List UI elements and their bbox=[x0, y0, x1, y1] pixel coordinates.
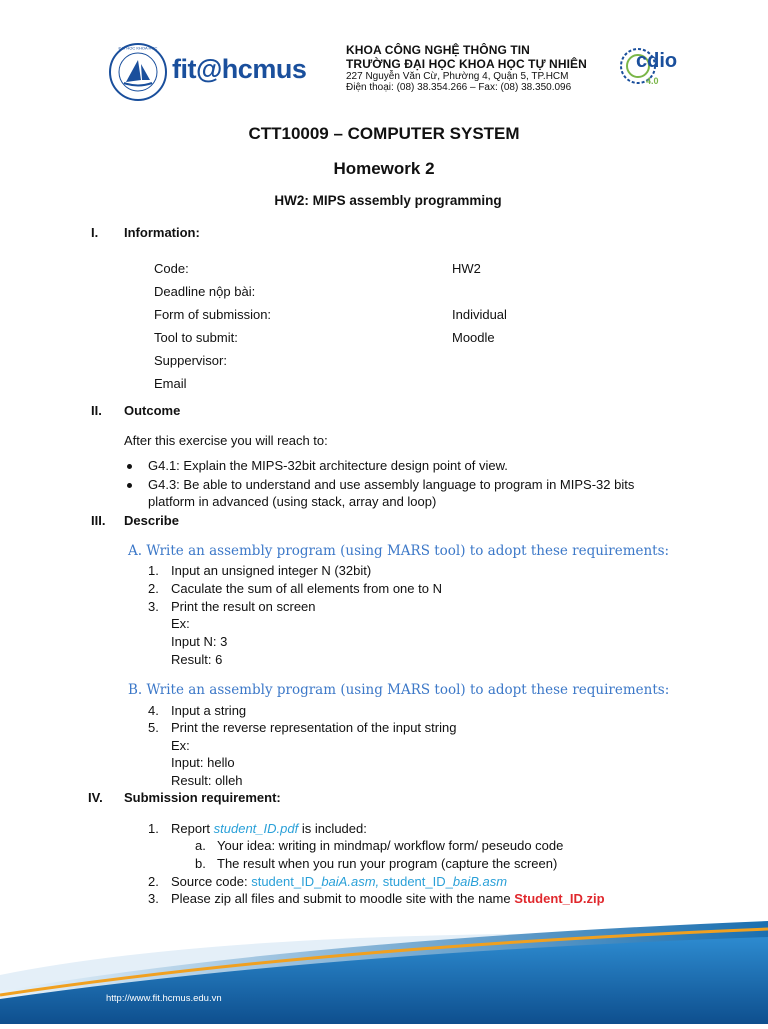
submission-item-1-post: is included: bbox=[298, 821, 367, 836]
submission-item-3 bbox=[171, 891, 605, 906]
submission-num-1: 1. bbox=[148, 821, 159, 836]
info-value-tool: Moodle bbox=[452, 330, 495, 345]
part-a-item-2: Caculate the sum of all elements from one to N bbox=[171, 581, 442, 596]
part-b-heading: B. Write an assembly program (using MARS tool) to adopt these requirements: bbox=[128, 682, 670, 698]
submission-sub-b-letter: b. bbox=[195, 856, 206, 871]
outcome-intro: After this exercise you will reach to: bbox=[124, 433, 328, 448]
footer-wave bbox=[0, 915, 768, 1024]
submission-num-3: 3. bbox=[148, 891, 159, 906]
cdio-version: 4.0 bbox=[646, 76, 659, 86]
part-b-item-5: Print the reverse representation of the input string bbox=[171, 720, 457, 735]
source-b-filename-suffix[interactable]: baiB.asm bbox=[452, 874, 508, 889]
submission-item-1-pre: Report bbox=[171, 821, 214, 836]
address: 227 Nguyễn Văn Cừ, Phường 4, Quận 5, TP.HCM bbox=[346, 71, 569, 82]
course-title: CTT10009 – COMPUTER SYSTEM bbox=[248, 124, 520, 143]
info-label-form: Form of submission: bbox=[154, 307, 272, 322]
submission-sub-a: Your idea: writing in mindmap/ workflow form/ peseudo code bbox=[217, 838, 564, 853]
homework-title: Homework 2 bbox=[333, 159, 435, 178]
submission-sub-b: The result when you run your program (capture the screen) bbox=[217, 856, 558, 871]
part-a-num-1: 1. bbox=[148, 563, 159, 578]
bullet-icon bbox=[127, 483, 132, 488]
part-a-example-input: Input N: 3 bbox=[171, 634, 228, 649]
homework-subtitle: HW2: MIPS assembly programming bbox=[274, 193, 502, 208]
info-label-code: Code: bbox=[154, 261, 189, 276]
info-label-email: Email bbox=[154, 376, 187, 391]
part-b-example-input: Input: hello bbox=[171, 755, 235, 770]
submission-sub-a-letter: a. bbox=[195, 838, 206, 853]
outcome-bullet-2: G4.3: Be able to understand and use assembly language to program in MIPS-32 bits bbox=[148, 477, 635, 492]
svg-text:ĐẠI HỌC KHOA HỌC: ĐẠI HỌC KHOA HỌC bbox=[118, 45, 158, 51]
part-a-item-1: Input an unsigned integer N (32bit) bbox=[171, 563, 372, 578]
submission-item-2-pre: Source code: bbox=[171, 874, 252, 889]
section-1-numeral: I. bbox=[91, 225, 99, 240]
outcome-bullet-1: G4.1: Explain the MIPS-32bit architecture design point of view. bbox=[148, 458, 508, 473]
section-2-heading: Outcome bbox=[124, 403, 181, 418]
source-b-filename-prefix[interactable]: student_ID_ bbox=[379, 874, 453, 889]
source-a-filename-suffix[interactable]: baiA.asm, bbox=[321, 874, 380, 889]
section-2-numeral: II. bbox=[91, 403, 102, 418]
report-filename-link[interactable]: student_ID.pdf bbox=[213, 821, 299, 836]
university-name: TRƯỜNG ĐẠI HỌC KHOA HỌC TỰ NHIÊN bbox=[346, 57, 587, 71]
submission-item-3-pre: Please zip all files and submit to moodle site with the name bbox=[171, 891, 515, 906]
faculty-name: KHOA CÔNG NGHỆ THÔNG TIN bbox=[346, 43, 530, 57]
part-b-example-result: Result: olleh bbox=[171, 773, 243, 788]
section-1-heading: Information: bbox=[124, 225, 200, 240]
part-a-num-3: 3. bbox=[148, 599, 159, 614]
cdio-logo bbox=[620, 44, 678, 92]
section-3-numeral: III. bbox=[91, 513, 106, 528]
university-seal bbox=[108, 42, 168, 102]
footer-url[interactable]: http://www.fit.hcmus.edu.vn bbox=[106, 993, 222, 1004]
part-a-example-label: Ex: bbox=[171, 616, 190, 631]
part-b-num-4: 4. bbox=[148, 703, 159, 718]
info-label-deadline: Deadline nộp bài: bbox=[154, 284, 256, 299]
info-label-supervisor: Suppervisor: bbox=[154, 353, 227, 368]
submission-num-2: 2. bbox=[148, 874, 159, 889]
zip-filename: Student_ID.zip bbox=[514, 891, 605, 906]
info-label-tool: Tool to submit: bbox=[154, 330, 238, 345]
part-a-heading: A. Write an assembly program (using MARS tool) to adopt these requirements: bbox=[128, 543, 670, 559]
phone-fax: Điện thoại: (08) 38.354.266 – Fax: (08) 38.350.096 bbox=[346, 82, 572, 93]
cdio-text: cdio bbox=[636, 50, 678, 72]
source-a-filename-prefix[interactable]: student_ID_ bbox=[251, 874, 322, 889]
outcome-bullet-2-cont: platform in advanced (using stack, array and loop) bbox=[148, 494, 437, 509]
part-b-example-label: Ex: bbox=[171, 738, 190, 753]
part-b-num-5: 5. bbox=[148, 720, 159, 735]
info-value-code: HW2 bbox=[452, 261, 481, 276]
info-value-form: Individual bbox=[452, 307, 507, 322]
part-b-item-4: Input a string bbox=[171, 703, 247, 718]
section-3-heading: Describe bbox=[124, 513, 179, 528]
part-a-num-2: 2. bbox=[148, 581, 159, 596]
fit-hcmus-logo: fit@hcmus bbox=[172, 54, 307, 84]
submission-item-1 bbox=[171, 821, 367, 836]
section-4-heading: Submission requirement: bbox=[124, 790, 281, 805]
part-a-example-result: Result: 6 bbox=[171, 652, 223, 667]
section-4-numeral: IV. bbox=[88, 790, 103, 805]
submission-item-2 bbox=[171, 874, 507, 889]
bullet-icon bbox=[127, 464, 132, 469]
part-a-item-3: Print the result on screen bbox=[171, 599, 316, 614]
